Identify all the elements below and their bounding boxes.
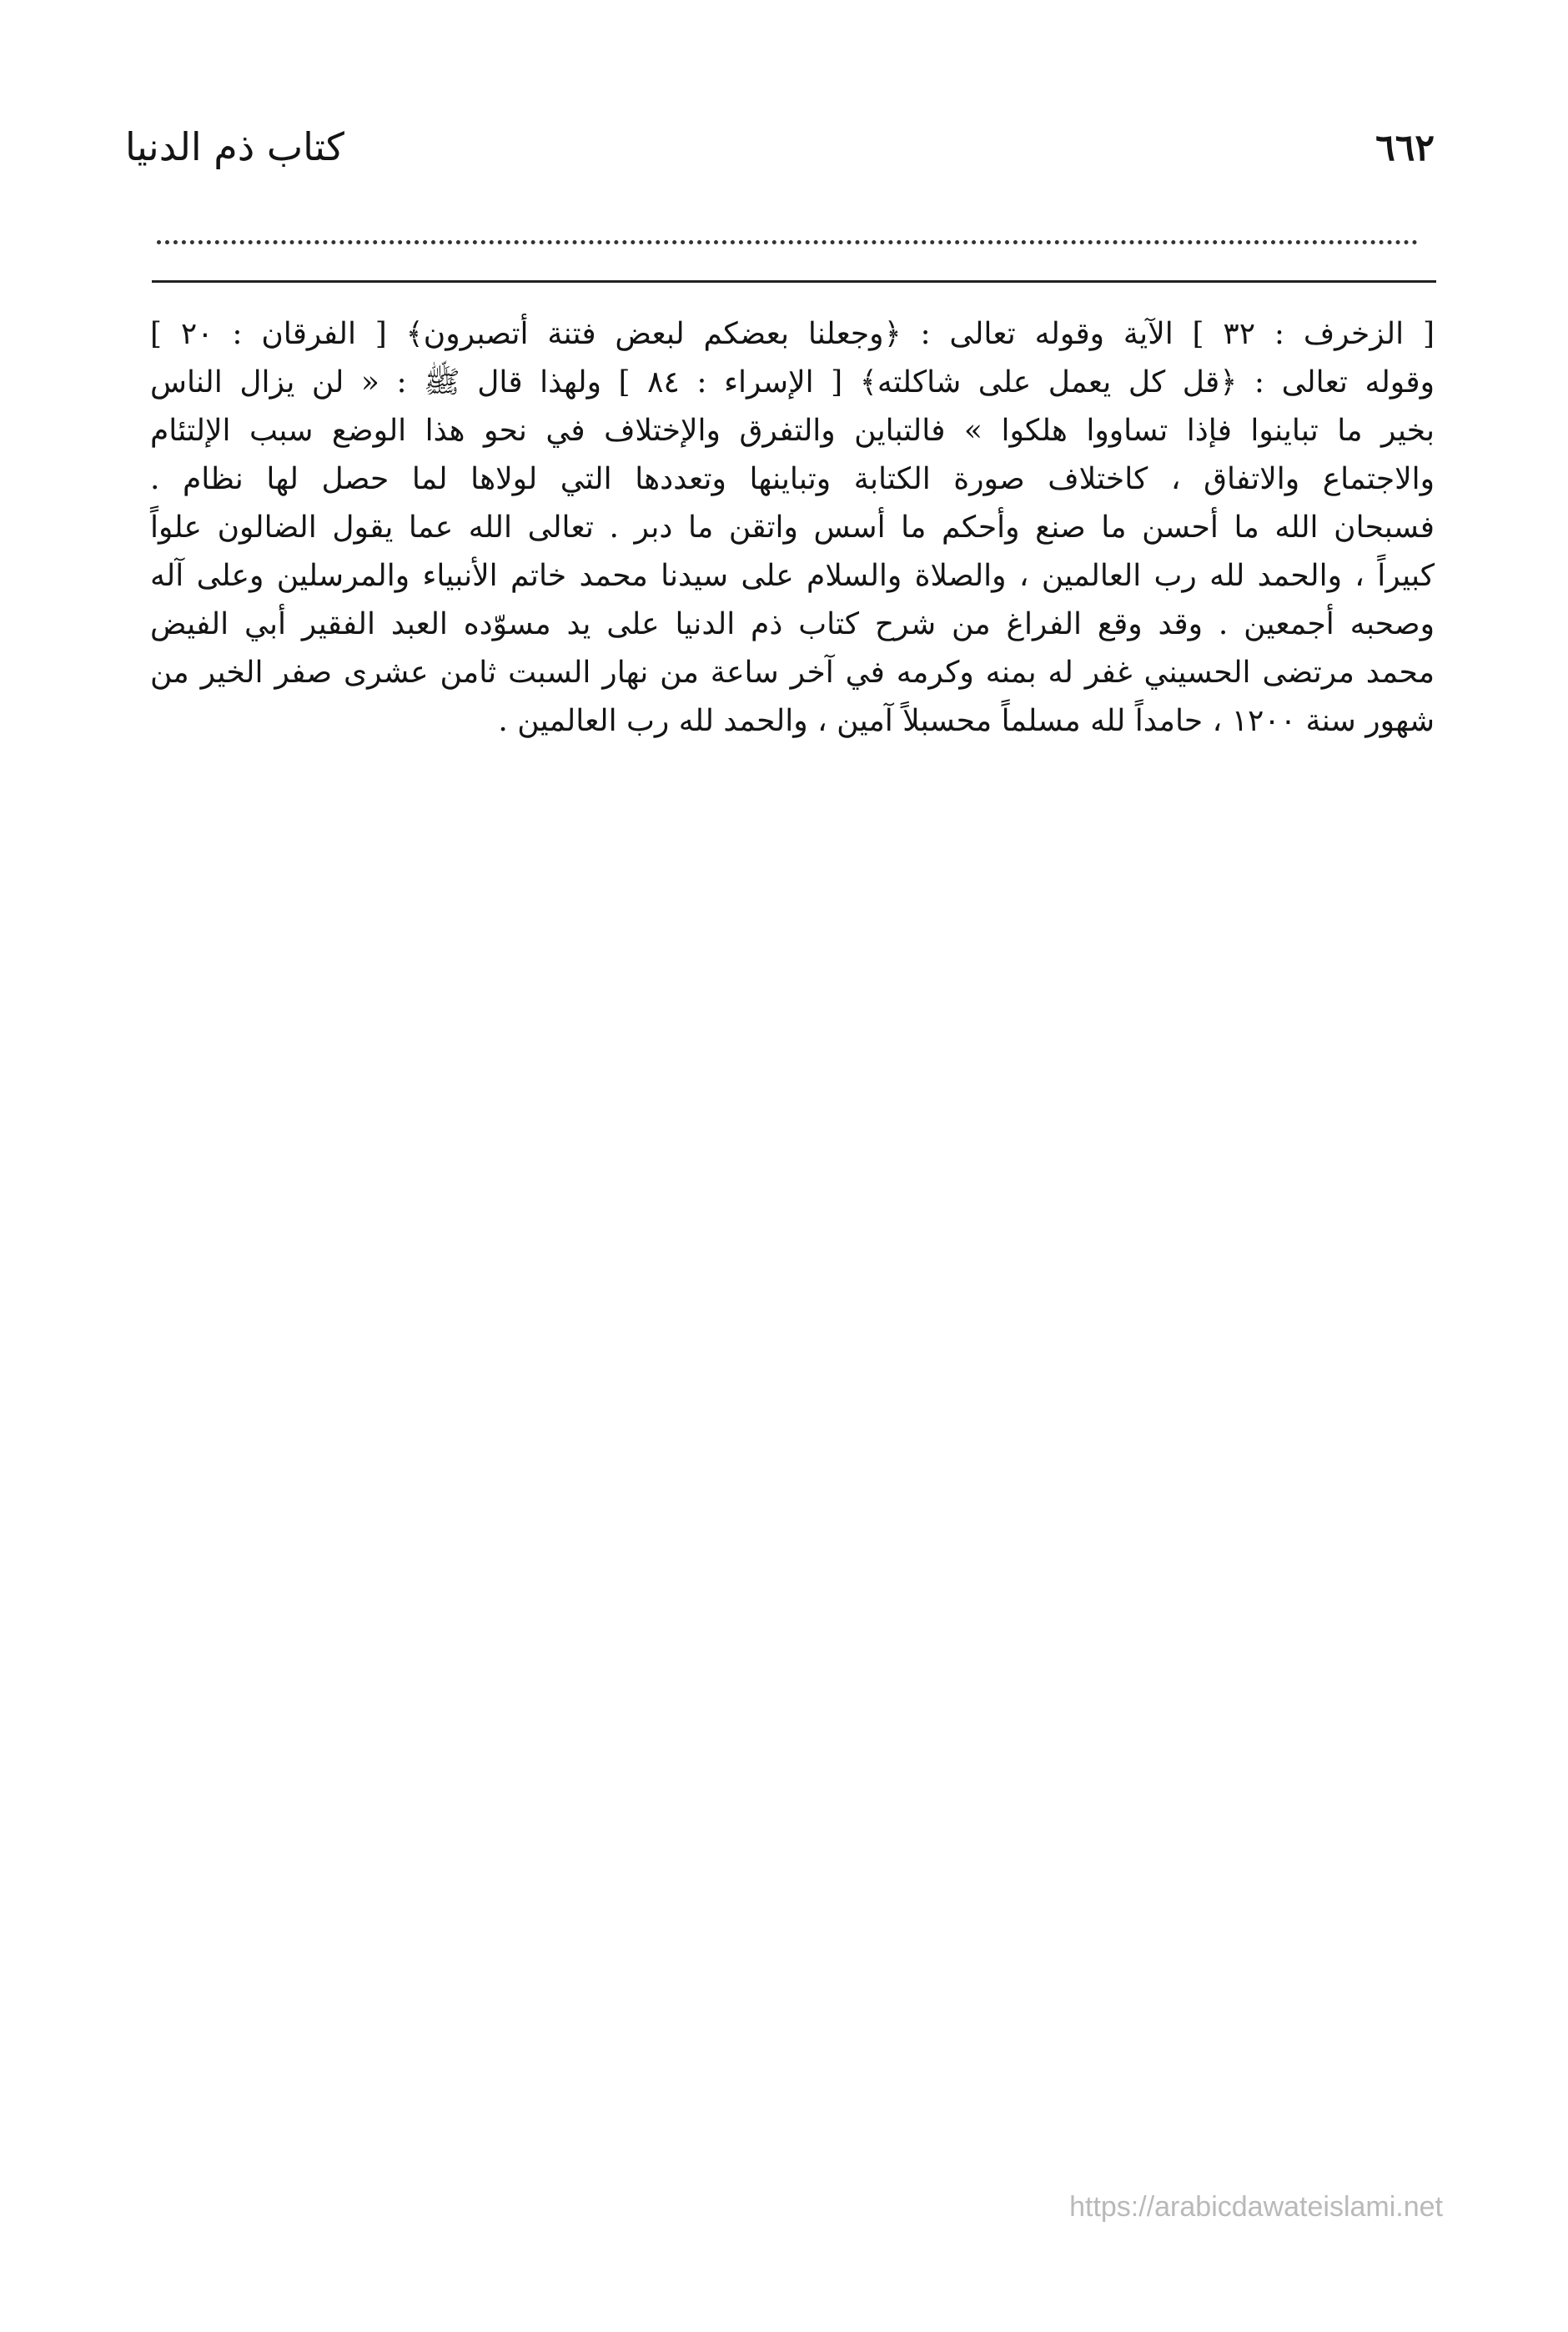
text-line: فسبحان الله ما أحسن ما صنع وأحكم ما أسس واتقن ما دبر . تعالى الله عما يقول الضالون علواً: [150, 510, 1435, 545]
body-text: [150, 310, 1435, 746]
text-line: شهور سنة ١٢٠٠ ، حامداً لله مسلماً محسبلاً آمين ، والحمد لله رب العالمين .: [498, 704, 1435, 738]
solid-divider: [152, 280, 1436, 283]
running-title: كتاب ذم الدنيا: [125, 124, 344, 169]
text-line: [ الزخرف : ٣٢ ] الآية وقوله تعالى : ﴿وجعلنا بعضكم لبعض فتنة أتصبرون﴾ [ الفرقان : ٢٠ ]: [150, 317, 1435, 351]
text-line: والاجتماع والاتفاق ، كاختلاف صورة الكتابة وتباينها وتعددها التي لولاها لما حصل لها نظام .: [150, 462, 1435, 496]
text-line: محمد مرتضى الحسيني غفر له بمنه وكرمه في آخر ساعة من نهار السبت ثامن عشرى صفر الخير من: [150, 656, 1435, 690]
dotted-divider: [157, 240, 1418, 244]
watermark-url: https://arabicdawateislami.net: [1069, 2191, 1443, 2223]
page-number: ٦٦٢: [1375, 127, 1435, 169]
text-line: بخير ما تباينوا فإذا تساووا هلكوا » فالتباين والتفرق والإختلاف في نحو هذا الوضع سبب الإلتئام: [150, 414, 1435, 448]
text-line: كبيراً ، والحمد لله رب العالمين ، والصلاة والسلام على سيدنا محمد خاتم الأنبياء والمرسلين وعلى آله: [150, 559, 1435, 593]
text-line: وصحبه أجمعين . وقد وقع الفراغ من شرح كتاب ذم الدنيا على يد مسوّده العبد الفقير أبي الفيض: [150, 607, 1435, 641]
text-line: وقوله تعالى : ﴿قل كل يعمل على شاكلته﴾ [ الإسراء : ٨٤ ] ولهذا قال ﷺ : « لن يزال الناس: [150, 365, 1435, 400]
